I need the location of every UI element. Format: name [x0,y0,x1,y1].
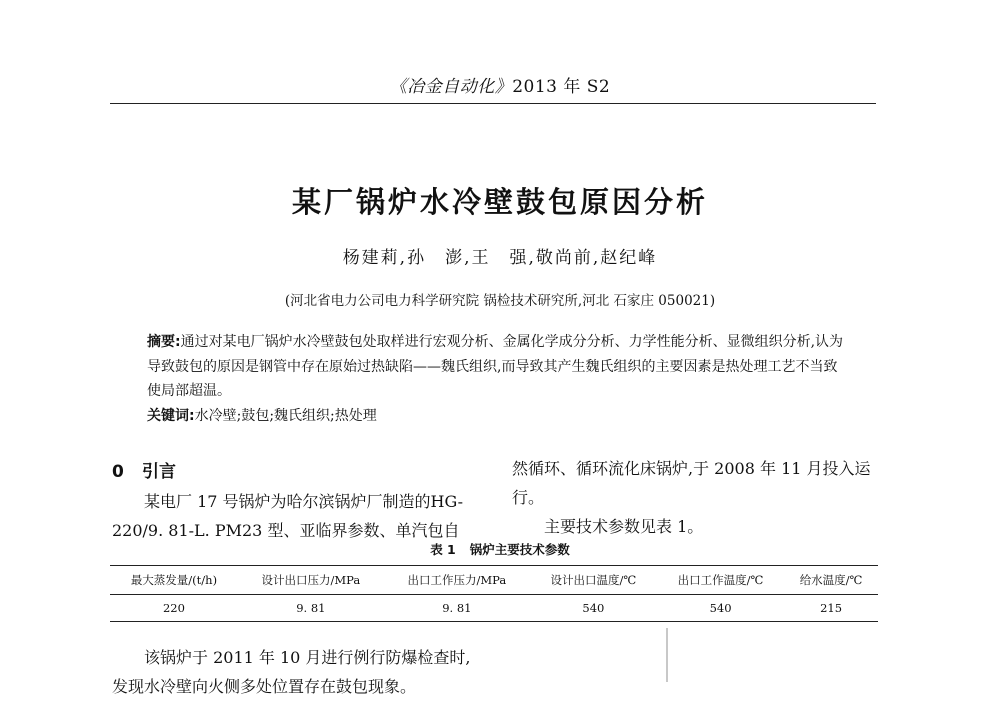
journal-name: 《冶金自动化》 [389,77,513,97]
table-cell: 215 [784,595,878,622]
table-cell: 9. 81 [384,595,530,622]
table-header-cell: 出口工作压力/MPa [384,566,530,595]
left-column [112,458,484,545]
table-cell: 540 [657,595,784,622]
intro-paragraph-2: 主要技术参数见表 1。 [544,517,704,536]
right-column [512,454,878,541]
table-header-row [110,566,878,595]
table-header-cell: 设计出口温度/℃ [530,566,657,595]
table-header-cell: 出口工作温度/℃ [657,566,784,595]
table-header-cell: 最大蒸发量/(t/h) [110,566,238,595]
intro-paragraph-3: 该锅炉于 2011 年 10 月进行例行防爆检查时,发现水冷壁向火侧多处位置存在鼓包现象。 [112,648,471,696]
table-header-cell: 设计出口压力/MPa [238,566,384,595]
intro-paragraph-1: 某电厂 17 号锅炉为哈尔滨锅炉厂制造的HG-220/9. 81-L. PM23 型、亚临界参数、单汽包自 [112,492,463,540]
table-cell: 9. 81 [238,595,384,622]
table-title: 锅炉主要技术参数 [469,542,570,557]
section-number: 0 [112,462,124,482]
table-cell: 540 [530,595,657,622]
section-heading [112,458,484,487]
keywords [147,404,847,429]
header-rule [110,103,876,104]
abstract [147,330,847,404]
affiliation: (河北省电力公司电力科学研究院 锅检技术研究所,河北 石家庄 050021) [284,293,716,309]
keywords-label: 关键词: [147,407,195,424]
parameters-table [110,565,878,622]
table-header-cell: 给水温度/℃ [784,566,878,595]
table-caption [0,540,1000,558]
intro-paragraph-1-continued: 然循环、循环流化床锅炉,于 2008 年 11 月投入运行。 [512,459,871,507]
table-number: 表 1 [430,542,456,557]
abstract-block [147,330,847,428]
table-row [110,595,878,622]
scan-artifact [666,628,668,682]
abstract-text: 通过对某电厂锅炉水冷壁鼓包处取样进行宏观分析、金属化学成分分析、力学性能分析、显微组织分析,认为导致鼓包的原因是钢管中存在原始过热缺陷——魏氏组织,而导致其产生魏氏组织的主要因素是热处理工艺不当致使局部超温。 [147,334,844,399]
journal-issue: 2013 年 S2 [512,77,611,97]
article-title: 某厂锅炉水冷壁鼓包原因分析 [291,185,708,219]
abstract-label: 摘要: [147,334,181,350]
journal-header [0,72,1000,97]
left-column-lower [112,627,484,717]
keywords-text: 水冷壁;鼓包;魏氏组织;热处理 [194,407,377,424]
section-title: 引言 [142,462,176,482]
table-cell: 220 [110,595,238,622]
author-list: 杨建莉,孙 澎,王 强,敬尚前,赵纪峰 [342,248,658,268]
